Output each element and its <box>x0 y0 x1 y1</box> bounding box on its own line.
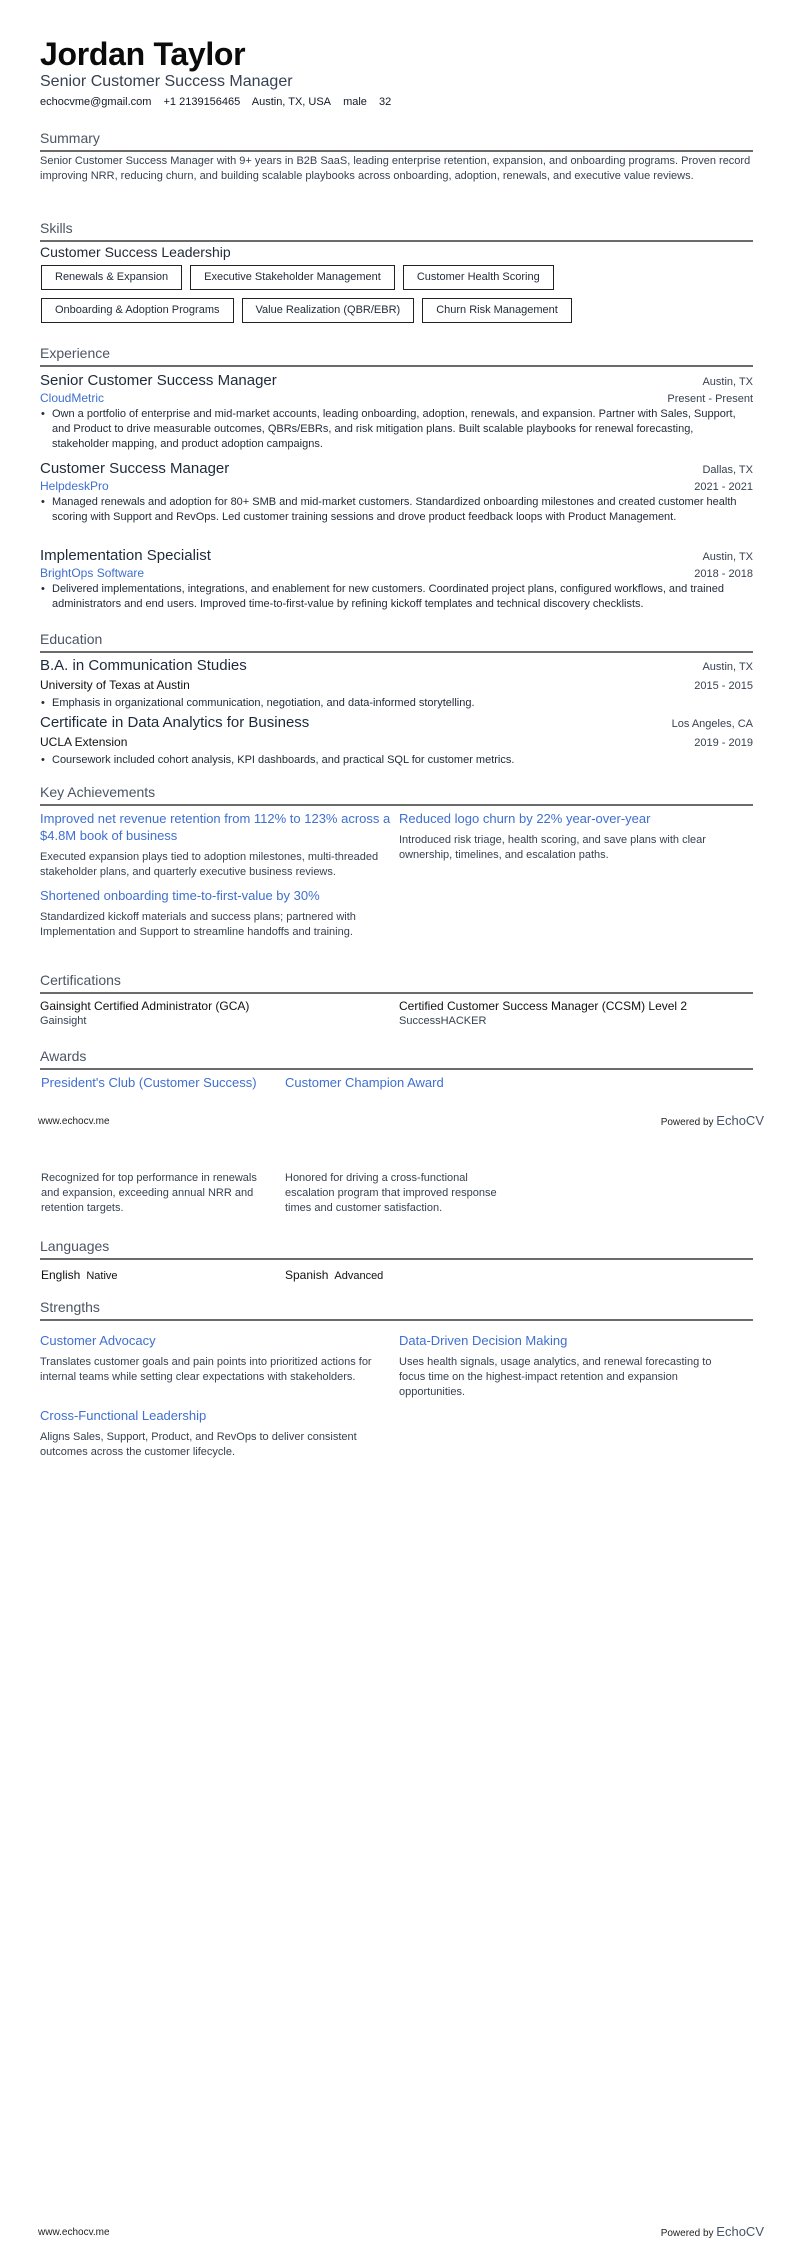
strength-title: Customer Advocacy <box>40 1333 156 1348</box>
job-title: Senior Customer Success Manager <box>40 372 277 389</box>
skill-tag: Customer Health Scoring <box>403 265 554 290</box>
certification-item <box>40 998 399 1029</box>
education-entry <box>40 713 753 768</box>
certification-name: Gainsight Certified Administrator (GCA) <box>40 999 250 1013</box>
certification-name: Certified Customer Success Manager (CCSM) Level 2 <box>399 999 688 1013</box>
job-title: Customer Success Manager <box>40 460 230 477</box>
strengths-grid <box>40 1332 753 1460</box>
education-dates: 2019 - 2019 <box>694 737 753 749</box>
education-dates: 2015 - 2015 <box>694 680 753 692</box>
skill-tag: Value Realization (QBR/EBR) <box>242 298 415 323</box>
skill-tags <box>41 265 754 331</box>
job-location: Austin, TX <box>702 376 753 388</box>
achievement-item <box>40 887 399 940</box>
strength-desc: Uses health signals, usage analytics, and renewal forecasting to focus time on the highest-impact retention and expansion opportunities. <box>399 1356 712 1398</box>
contact-line <box>40 95 400 109</box>
company-name: CloudMetric <box>40 391 105 405</box>
education-location: Austin, TX <box>702 661 753 673</box>
job-title: Implementation Specialist <box>40 547 211 564</box>
candidate-headline: Senior Customer Success Manager <box>40 73 293 90</box>
job-dates: 2018 - 2018 <box>694 568 753 580</box>
job-location: Dallas, TX <box>702 464 753 476</box>
brand-logo[interactable]: EchoCV <box>716 1113 764 1128</box>
skill-tag: Onboarding & Adoption Programs <box>41 298 234 323</box>
education-location: Los Angeles, CA <box>671 718 753 730</box>
contact-age: 32 <box>378 96 392 108</box>
achievement-title: Improved net revenue retention from 112% to 123% across a $4.8M book of business <box>40 811 391 843</box>
strength-title: Data-Driven Decision Making <box>399 1333 568 1348</box>
school-name: UCLA Extension <box>40 735 128 749</box>
powered-by-label: Powered by <box>660 1117 714 1128</box>
job-bullet: • Own a portfolio of enterprise and mid-market accounts, leading onboarding, adoption, renewals, and expansion. Partner with Sales, Support, and Product to drive measurable outcomes, QBRs/EBRs, and risk mitigation plans. Built scalable playbooks for renewal forecasting, stakeholder mapping, and product adoption campaigns. <box>40 407 753 452</box>
language-name: English <box>41 1268 81 1282</box>
brand-logo[interactable]: EchoCV <box>716 2224 764 2239</box>
contact-gender: male <box>343 96 367 108</box>
strength-item <box>399 1332 753 1400</box>
achievement-desc: Standardized kickoff materials and success plans; partnered with Implementation and Support to streamline handoffs and training. <box>40 911 356 938</box>
experience-entry <box>40 371 753 452</box>
certification-issuer: SuccessHACKER <box>399 1015 487 1027</box>
job-dates: 2021 - 2021 <box>694 481 753 493</box>
language-level: Advanced <box>334 1270 384 1282</box>
job-bullet: • Managed renewals and adoption for 80+ SMB and mid-market customers. Standardized onboarding milestones and created customer health scoring with Support and RevOps. Led customer training sessions and drove product feedback loops with Product Management. <box>40 495 753 525</box>
achievement-title: Reduced logo churn by 22% year-over-year <box>399 811 651 826</box>
education-bullet: • Emphasis in organizational communication, negotiation, and data-informed storytelling. <box>40 696 753 711</box>
language-name: Spanish <box>285 1268 329 1282</box>
summary-text: Senior Customer Success Manager with 9+ years in B2B SaaS, leading enterprise retention, expansion, and onboarding programs. Proven record improving NRR, reducing churn, and building scalable playbooks across onboarding, adoption, renewals, and executive value reviews. <box>40 155 751 182</box>
section-title-strengths: Strengths <box>40 1298 753 1321</box>
contact-phone[interactable]: +1 2139156465 <box>163 96 241 108</box>
section-title-awards: Awards <box>40 1047 753 1070</box>
skill-tag: Executive Stakeholder Management <box>190 265 395 290</box>
strength-desc: Translates customer goals and pain points into prioritized actions for internal teams while setting clear expectations with stakeholders. <box>40 1356 372 1383</box>
company-name: HelpdeskPro <box>40 479 109 493</box>
job-dates: Present - Present <box>667 393 753 405</box>
certification-issuer: Gainsight <box>40 1015 87 1027</box>
achievements-grid <box>40 810 753 940</box>
achievement-desc: Executed expansion plays tied to adoption milestones, multi-threaded stakeholder plans, and quarterly executive business reviews. <box>40 851 379 878</box>
strength-item <box>40 1332 399 1400</box>
job-location: Austin, TX <box>702 551 753 563</box>
contact-email[interactable]: echocvme@gmail.com <box>40 96 152 108</box>
achievement-title: Shortened onboarding time-to-first-value by 30% <box>40 888 320 903</box>
footer-powered-by <box>661 2224 764 2239</box>
skill-tag: Renewals & Expansion <box>41 265 182 290</box>
footer-url[interactable]: www.echocv.me <box>38 2227 110 2238</box>
job-bullet: • Delivered implementations, integrations, and enablement for new customers. Coordinated project plans, configured workflows, and trained administrators and end users. Improved time-to-first-value by refining kickoff templates and technical discovery checklists. <box>40 582 753 612</box>
candidate-name: Jordan Taylor <box>40 36 246 72</box>
award-title: President's Club (Customer Success) <box>41 1075 257 1090</box>
award-title: Customer Champion Award <box>285 1075 444 1090</box>
section-title-education: Education <box>40 630 753 653</box>
experience-entry <box>40 459 753 525</box>
language-item <box>285 1267 383 1284</box>
section-title-summary: Summary <box>40 129 753 152</box>
certification-item <box>399 998 753 1029</box>
section-title-achievements: Key Achievements <box>40 783 753 806</box>
achievement-item <box>40 810 399 880</box>
contact-location: Austin, TX, USA <box>251 96 332 108</box>
strength-desc: Aligns Sales, Support, Product, and RevOps to deliver consistent outcomes across the customer lifecycle. <box>40 1431 357 1458</box>
award-desc: Honored for driving a cross-functional escalation program that improved response times and customer satisfaction. <box>285 1172 497 1214</box>
skill-group-title: Customer Success Leadership <box>40 244 231 260</box>
strength-title: Cross-Functional Leadership <box>40 1408 207 1423</box>
certifications-grid <box>40 998 753 1029</box>
section-title-skills: Skills <box>40 219 753 242</box>
education-bullet: • Coursework included cohort analysis, KPI dashboards, and practical SQL for customer metrics. <box>40 753 753 768</box>
company-name: BrightOps Software <box>40 566 145 580</box>
section-title-certifications: Certifications <box>40 971 753 994</box>
skill-tag: Churn Risk Management <box>422 298 572 323</box>
powered-by-label: Powered by <box>660 2228 714 2239</box>
degree-title: Certificate in Data Analytics for Business <box>40 714 310 731</box>
footer-powered-by <box>661 1113 764 1128</box>
language-level: Native <box>86 1270 118 1282</box>
strength-item <box>40 1407 399 1460</box>
section-title-experience: Experience <box>40 344 753 367</box>
achievement-desc: Introduced risk triage, health scoring, and save plans with clear ownership, timelines, and escalation paths. <box>399 834 706 861</box>
footer-url[interactable]: www.echocv.me <box>38 1116 110 1127</box>
achievement-item <box>399 810 753 880</box>
language-item <box>41 1267 118 1284</box>
education-entry <box>40 656 753 711</box>
degree-title: B.A. in Communication Studies <box>40 657 247 674</box>
experience-entry <box>40 546 753 612</box>
school-name: University of Texas at Austin <box>40 678 190 692</box>
section-title-languages: Languages <box>40 1237 753 1260</box>
award-desc: Recognized for top performance in renewals and expansion, exceeding annual NRR and retention targets. <box>41 1172 257 1214</box>
